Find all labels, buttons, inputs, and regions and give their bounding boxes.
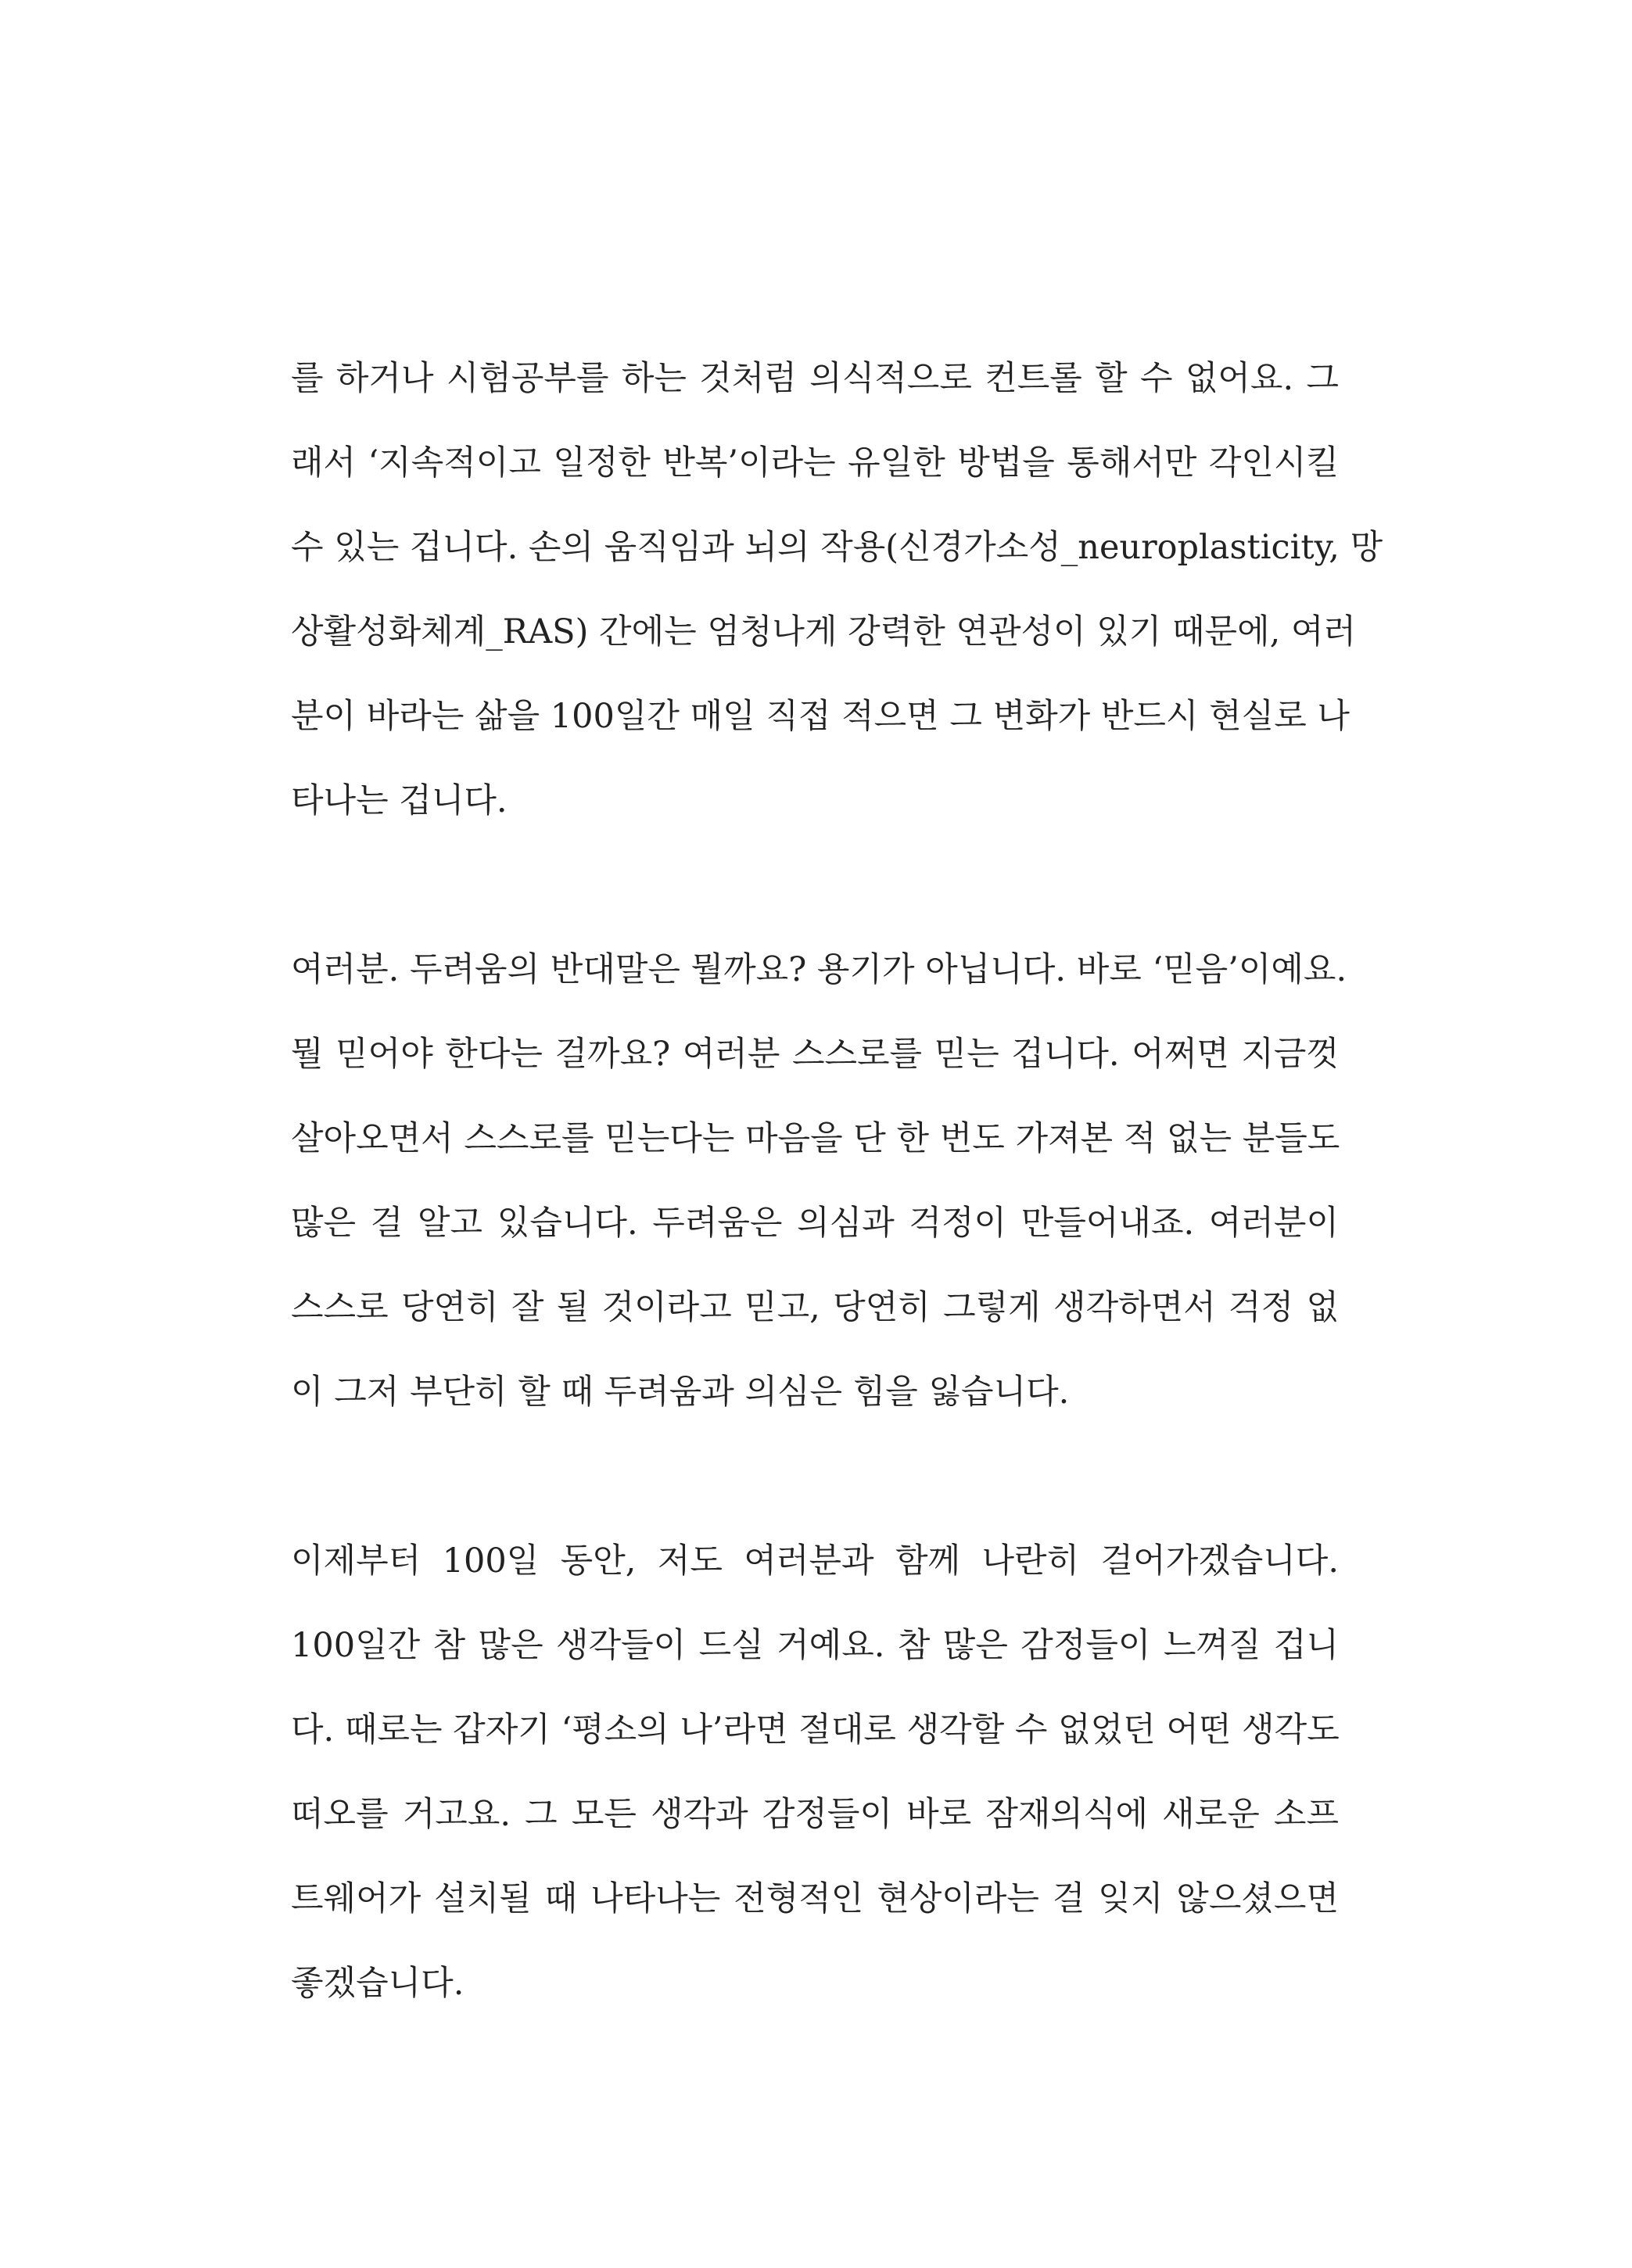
text-line: 떠오를 거고요. 그 모든 생각과 감정들이 바로 잠재의식에 새로운 소프 <box>291 1795 1339 1834</box>
text-line: 많은 걸 알고 있습니다. 두려움은 의심과 걱정이 만들어내죠. 여러분이 <box>291 1204 1339 1243</box>
text-line: 래서 ‘지속적이고 일정한 반복’이라는 유일한 방법을 통해서만 각인시킬 <box>291 443 1339 483</box>
text-line: 를 하거나 시험공부를 하는 것처럼 의식적으로 컨트롤 할 수 없어요. 그 <box>291 359 1339 398</box>
text-line: 살아오면서 스스로를 믿는다는 마음을 단 한 번도 가져본 적 없는 분들도 <box>291 1119 1340 1158</box>
body-text <box>291 336 1383 2110</box>
text-line: 여러분. 두려움의 반대말은 뭘까요? 용기가 아닙니다. 바로 ‘믿음’이예요. <box>291 950 1347 989</box>
paragraph-3 <box>291 1519 1339 2026</box>
paragraph-1 <box>291 336 1383 843</box>
text-line: 좋겠습니다. <box>291 1964 464 2003</box>
text-line: 스스로 당연히 잘 될 것이라고 믿고, 당연히 그렇게 생각하면서 걱정 없 <box>291 1288 1339 1327</box>
text-line: 뭘 믿어야 한다는 걸까요? 여러분 스스로를 믿는 겁니다. 어쩌면 지금껏 <box>291 1035 1339 1074</box>
text-line: 수 있는 겁니다. 손의 움직임과 뇌의 작용(신경가소성_neuroplasticity, 망 <box>291 528 1383 567</box>
text-line: 이제부터 100일 동안, 저도 여러분과 함께 나란히 걸어가겠습니다. <box>291 1541 1339 1581</box>
text-line: 다. 때로는 갑자기 ‘평소의 나’라면 절대로 생각할 수 없었던 어떤 생각도 <box>291 1710 1340 1749</box>
text-line: 이 그저 부단히 할 때 두려움과 의심은 힘을 잃습니다. <box>291 1373 1070 1412</box>
text-line: 100일간 참 많은 생각들이 드실 거예요. 참 많은 감정들이 느껴질 겁니 <box>291 1626 1339 1665</box>
text-line: 분이 바라는 삶을 100일간 매일 직접 적으면 그 변화가 반드시 현실로 나 <box>291 697 1350 736</box>
text-line: 타나는 겁니다. <box>291 781 508 820</box>
text-line: 상활성화체계_RAS) 간에는 엄청나게 강력한 연관성이 있기 때문에, 여러 <box>291 612 1357 651</box>
paragraph-2 <box>291 928 1347 1434</box>
text-line: 트웨어가 설치될 때 나타나는 전형적인 현상이라는 걸 잊지 않으셨으면 <box>291 1879 1339 1918</box>
